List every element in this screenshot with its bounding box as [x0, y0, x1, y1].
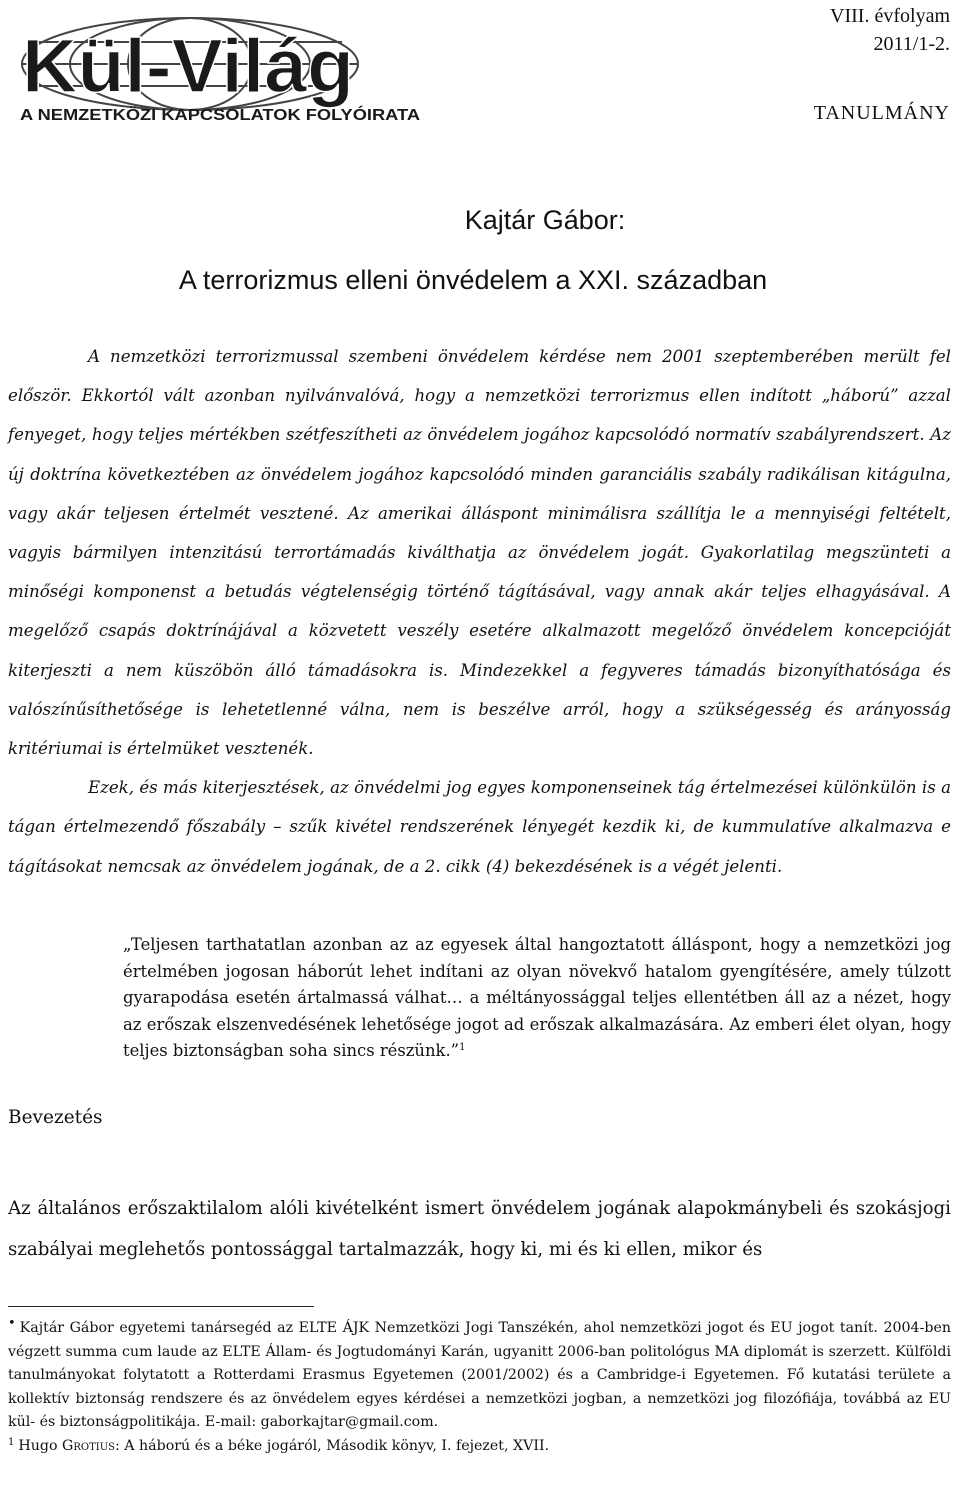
issue-info	[830, 2, 950, 58]
footnote-reference[interactable]: 1	[459, 1042, 466, 1054]
article-title: A terrorizmus elleni önvédelem a XXI. században	[178, 265, 768, 295]
abstract-paragraph: A nemzetközi terrorizmussal szembeni önvédelem kérdése nem 2001 szeptemberében merült fel először. Ekkortól vált azonban nyilvánvalóvá, hogy a nemzetközi terrorizmus ellen indított „háború” azzal fenyeget, hogy teljes mértékben szétfeszítheti az önvédelem jogához kapcsolódó normatív szabályrendszert. Az új doktrína következtében az önvédelem jogához kapcsolódó minden garanciális szabály radikálisan kitágulna, vagy akár teljesen értelmét vesztené. Az amerikai álláspont minimálisra szállítja le a mennyiségi feltételt, vagyis bármilyen intenzitású terrortámadás kiválthatja az önvédelem jogát. Gyakorlatilag megszünteti a minőségi komponenst a betudás végtelenségig történő tágításával, vagy annak akár teljes elhagyásával. A megelőző csapás doktrínájával a közvetett veszély esetére alkalmazott megelőző önvédelem koncepcióját kiterjeszti a nem küszöbön álló támadásokra is. Mindezekkel a fegyveres támadás bizonyíthatósága és valószínűsíthetősége is lehetetlenné válna, nem is beszélve arról, hogy a szükségesség és arányosság kritériumai is értelmüket vesztenék.	[8, 347, 951, 759]
article-author: Kajtár Gábor:	[464, 205, 626, 235]
footnote-1	[8, 1435, 951, 1459]
journal-logo-graphic	[8, 6, 424, 128]
footnote-author-text: Kajtár Gábor egyetemi tanársegéd az ELTE ÁJK Nemzetközi Jogi Tanszékén, ahol nemzetközi jogot és EU jogot tanít. 2004-ben végzett summa cum laude az ELTE Állam- és Jogtudományi Karán, ugyanitt 2006-ban politológus MA diplomát is szerzett. Külföldi tanulmányokat folytatott a Rotterdami Erasmus Egyetemen (2001/2002) és a Cambridge-i Egyetemen. Fő kutatási területe a kollektív biztonság rendszere és az önvédelem egyes kérdései a nemzetközi jogban, a nemzetközi jog filozófiája, továbbá az EU kül- és biztonságpolitikája. E-mail: gaborkajtar@gmail.com.	[8, 1320, 951, 1431]
footnotes	[8, 1317, 951, 1459]
journal-logo	[8, 6, 424, 128]
footnote-cited-author-last: Grotius	[62, 1437, 115, 1454]
volume-label: VIII. évfolyam	[830, 5, 950, 27]
section-label: TANULMÁNY	[813, 102, 950, 124]
footnote-author	[8, 1317, 951, 1435]
body-paragraph: Az általános erőszaktilalom alóli kivételként ismert önvédelem jogának alapokmánybeli és szokásjogi szabályai meglehetős pontossággal tartalmazzák, hogy ki, mi és ki ellen, mikor és	[8, 1198, 951, 1260]
logo-title: Kül-Világ	[22, 24, 355, 109]
footnote-divider	[8, 1306, 314, 1307]
article-title-block	[0, 190, 940, 310]
logo-subtitle: A NEMZETKÖZI KAPCSOLATOK FOLYÓIRATA	[20, 107, 371, 124]
abstract-paragraph: Ezek, és más kiterjesztések, az önvédelmi jog egyes komponenseinek tág értelmezései különkülön is a tágan értelmezendő főszabály – szűk kivétel rendszerének lényegét kezdik ki, de kummulatíve alkalmazva e tágításokat nemcsak az önvédelem jogának, de a 2. cikk (4) bekezdésének is a végét jelenti.	[8, 778, 951, 876]
epigraph	[123, 932, 951, 1065]
section-heading: Bevezetés	[8, 1107, 103, 1128]
issue-label: 2011/1-2.	[873, 33, 950, 55]
footnote-number: 1	[8, 1436, 15, 1448]
epigraph-text: „Teljesen tarthatatlan azonban az az egyesek által hangoztatott álláspont, hogy a nemzetközi jog értelmében jogosan háborút lehet indítani az olyan növekvő hatalom gyengítésére, amely túlzott gyarapodása esetén ártalmassá válhat… a méltányossággal teljes ellentétben áll az a nézet, hogy az erőszak elszenvedésének lehetősége jogot ad erőszak alkalmazására. Az emberi élet olyan, hogy teljes biztonságban soha sincs részünk.”	[123, 935, 951, 1061]
abstract	[8, 337, 951, 886]
footnote-bullet: •	[8, 1316, 16, 1331]
footnote-cited-author-first: Hugo	[18, 1437, 63, 1454]
footnote-citation: : A háború és a béke jogáról, Második könyv, I. fejezet, XVII.	[115, 1437, 550, 1454]
